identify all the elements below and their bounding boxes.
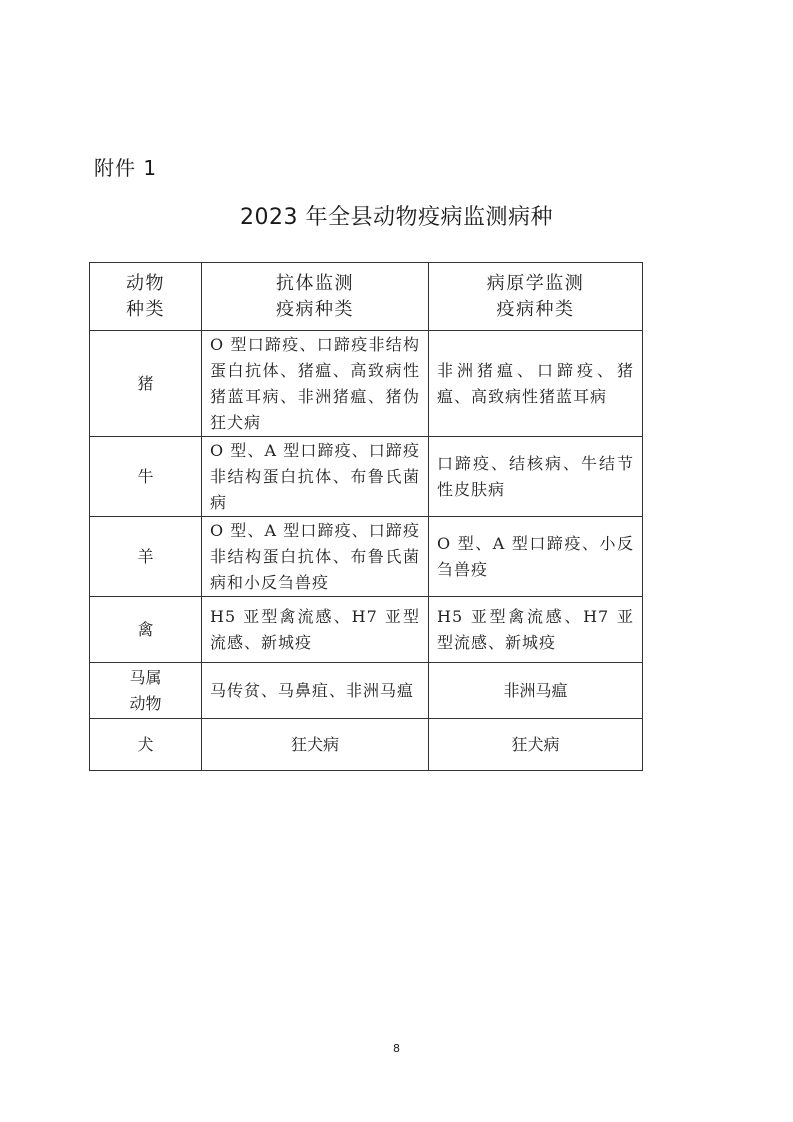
pathogen-cell: 非洲马瘟 (429, 663, 643, 719)
header-pathogen-line2: 疫病种类 (496, 298, 575, 320)
animal-cell (90, 517, 202, 597)
header-animal-line1: 动物 (126, 272, 165, 294)
header-animal-type (90, 263, 202, 331)
table-header-row (90, 263, 643, 331)
animal-cell (90, 719, 202, 771)
animal-cell (90, 663, 202, 719)
antibody-cell: O 型、A 型口蹄疫、口蹄疫非结构蛋白抗体、布鲁氏菌病和小反刍兽疫 (202, 517, 429, 597)
pathogen-cell: 口蹄疫、结核病、牛结节性皮肤病 (429, 437, 643, 517)
antibody-cell: O 型口蹄疫、口蹄疫非结构蛋白抗体、猪瘟、高致病性猪蓝耳病、非洲猪瘟、猪伪狂犬病 (202, 331, 429, 437)
pathogen-cell: 狂犬病 (429, 719, 643, 771)
animal-name-line1: 马属 (129, 667, 162, 687)
disease-monitoring-table (89, 262, 643, 771)
antibody-cell: 马传贫、马鼻疽、非洲马瘟 (202, 663, 429, 719)
header-antibody-line1: 抗体监测 (276, 272, 354, 294)
animal-name: 禽 (137, 619, 154, 639)
animal-name-line2: 动物 (129, 693, 162, 713)
header-pathogen-line1: 病原学监测 (486, 272, 585, 294)
pathogen-cell: H5 亚型禽流感、H7 亚型流感、新城疫 (429, 597, 643, 663)
pathogen-cell: O 型、A 型口蹄疫、小反刍兽疫 (429, 517, 643, 597)
antibody-cell: H5 亚型禽流感、H7 亚型流感、新城疫 (202, 597, 429, 663)
animal-cell (90, 597, 202, 663)
table-row (90, 437, 643, 517)
animal-cell (90, 437, 202, 517)
antibody-cell: 狂犬病 (202, 719, 429, 771)
antibody-cell: O 型、A 型口蹄疫、口蹄疫非结构蛋白抗体、布鲁氏菌病 (202, 437, 429, 517)
table-row (90, 719, 643, 771)
animal-cell (90, 331, 202, 437)
header-antibody-monitoring (202, 263, 429, 331)
animal-name: 羊 (137, 546, 154, 566)
animal-name: 牛 (137, 466, 154, 486)
header-animal-line2: 种类 (126, 298, 165, 320)
table-row (90, 597, 643, 663)
pathogen-cell: 非洲猪瘟、口蹄疫、猪瘟、高致病性猪蓝耳病 (429, 331, 643, 437)
animal-name: 猪 (137, 373, 154, 393)
table-row (90, 331, 643, 437)
table-row (90, 663, 643, 719)
animal-name: 犬 (137, 734, 154, 754)
page-number: 8 (393, 1042, 400, 1055)
document-title: 2023 年全县动物疫病监测病种 (240, 205, 553, 230)
header-pathogen-monitoring (429, 263, 643, 331)
attachment-label: 附件 1 (94, 156, 158, 180)
table-row (90, 517, 643, 597)
header-antibody-line2: 疫病种类 (276, 298, 354, 320)
